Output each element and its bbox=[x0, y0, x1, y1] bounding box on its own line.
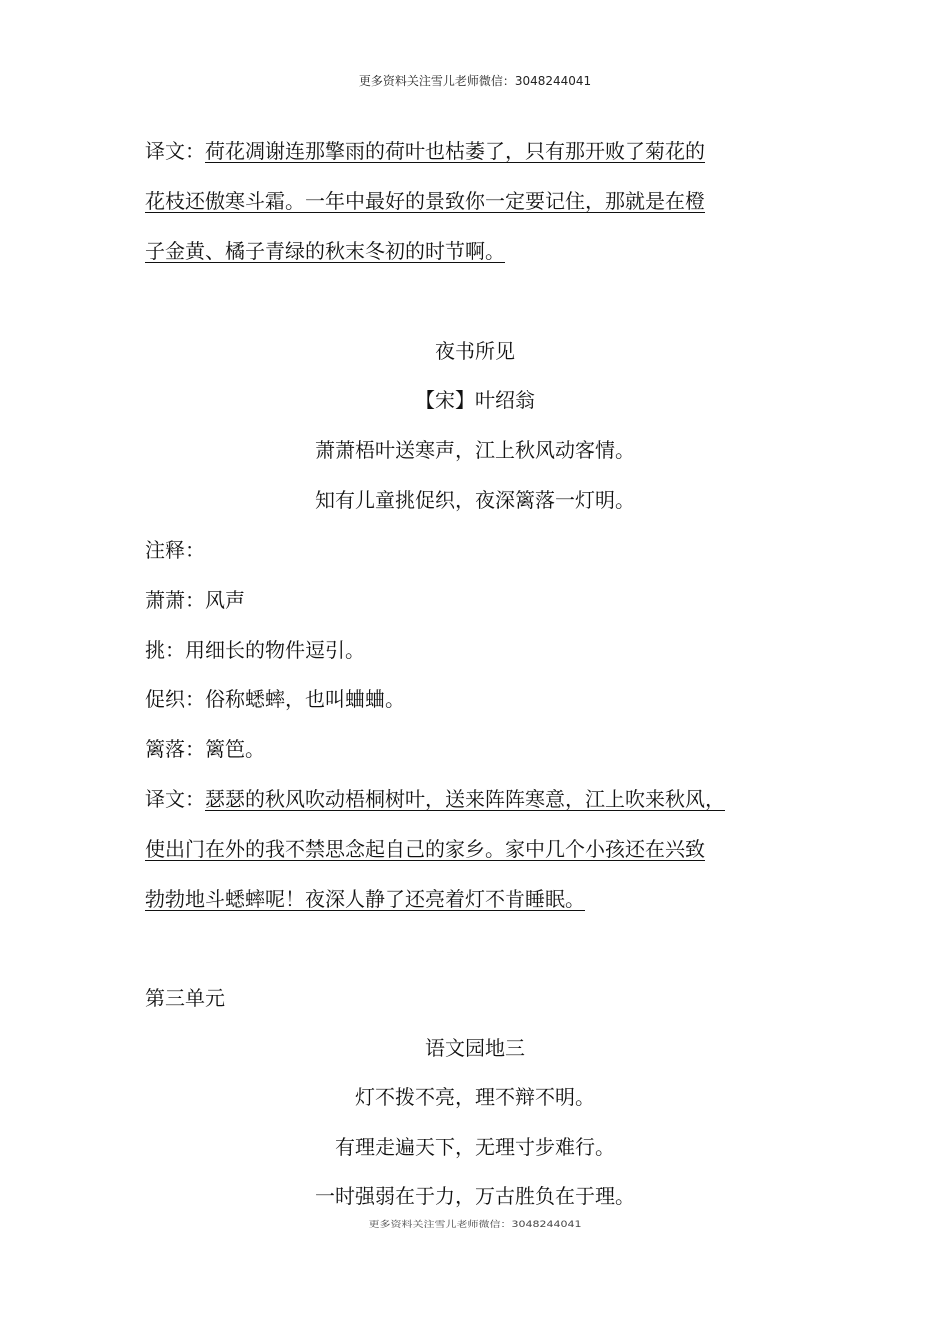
poem-author: 【宋】叶绍翁 bbox=[415, 388, 535, 412]
note-item bbox=[145, 737, 265, 761]
saying-line-2: 有理走遍天下，无理寸步难行。 bbox=[335, 1135, 615, 1159]
note-item bbox=[145, 638, 365, 662]
note-text: 风声 bbox=[205, 588, 245, 612]
translation-2-line-3: 勃勃地斗蟋蟀呢！夜深人静了还亮着灯不肯睡眠。 bbox=[145, 887, 585, 911]
translation-text: 荷花凋谢连那擎雨的荷叶也枯萎了，只有那开败了菊花的 bbox=[205, 139, 705, 163]
note-term: 促织： bbox=[145, 687, 205, 711]
note-item bbox=[145, 687, 405, 711]
note-term: 萧萧： bbox=[145, 588, 205, 612]
note-term: 挑： bbox=[145, 638, 185, 662]
saying-line-3: 一时强弱在于力，万古胜负在于理。 bbox=[315, 1184, 635, 1208]
translation-1-line-2: 花枝还傲寒斗霜。一年中最好的景致你一定要记住，那就是在橙 bbox=[145, 189, 705, 213]
translation-1-line-3: 子金黄、橘子青绿的秋末冬初的时节啊。 bbox=[145, 239, 505, 263]
unit-title: 语文园地三 bbox=[425, 1036, 525, 1060]
poem-line-1: 萧萧梧叶送寒声，江上秋风动客情。 bbox=[315, 438, 635, 462]
note-text: 篱笆。 bbox=[205, 737, 265, 761]
translation-1-line-1 bbox=[145, 139, 705, 163]
translation-label: 译文： bbox=[145, 139, 205, 163]
note-item bbox=[145, 588, 245, 612]
translation-2-line-1 bbox=[145, 787, 725, 811]
note-text: 用细长的物件逗引。 bbox=[185, 638, 365, 662]
notes-heading: 注释： bbox=[145, 538, 205, 562]
page-header-watermark: 更多资料关注雪儿老师微信：3048244041 bbox=[358, 74, 592, 88]
poem-line-2: 知有儿童挑促织，夜深篱落一灯明。 bbox=[315, 488, 635, 512]
translation-label: 译文： bbox=[145, 787, 205, 811]
page-footer-watermark: 更多资料关注雪儿老师微信：3048244041 bbox=[368, 1219, 582, 1230]
note-text: 俗称蟋蟀，也叫蛐蛐。 bbox=[205, 687, 405, 711]
note-term: 篱落： bbox=[145, 737, 205, 761]
poem-title: 夜书所见 bbox=[435, 339, 515, 363]
saying-line-1: 灯不拨不亮，理不辩不明。 bbox=[355, 1085, 595, 1109]
translation-text: 瑟瑟的秋风吹动梧桐树叶，送来阵阵寒意，江上吹来秋风， bbox=[205, 787, 725, 811]
translation-2-line-2: 使出门在外的我不禁思念起自己的家乡。家中几个小孩还在兴致 bbox=[145, 837, 705, 861]
unit-heading: 第三单元 bbox=[145, 986, 225, 1010]
